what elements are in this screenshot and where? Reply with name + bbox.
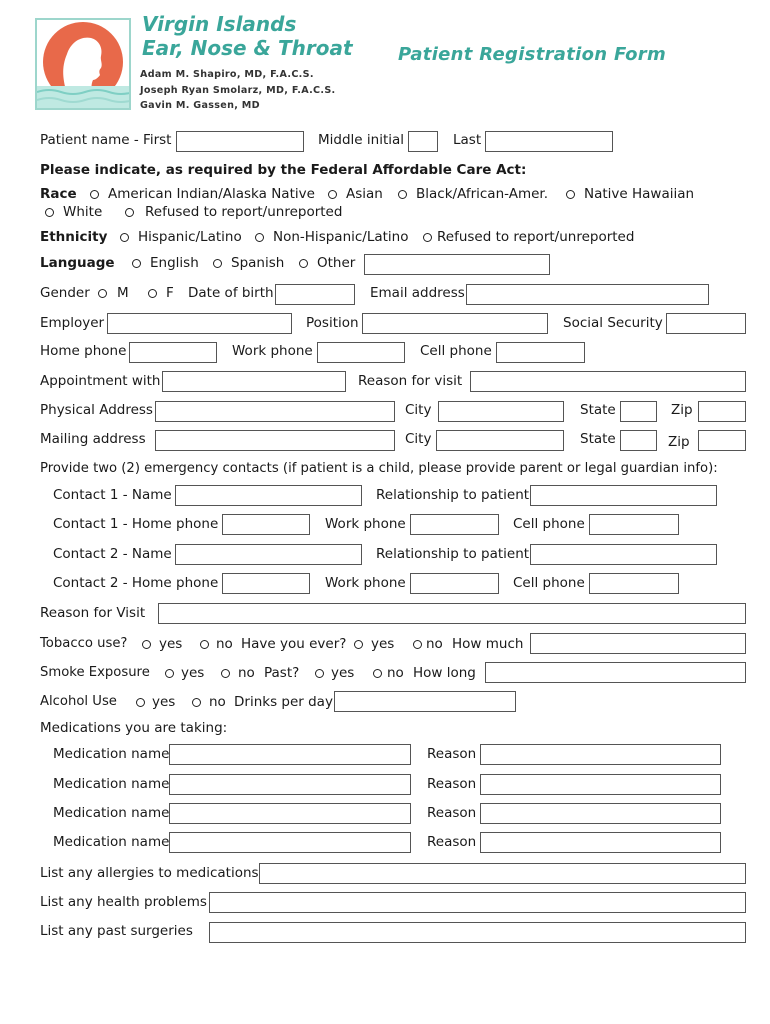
race-option-label: Asian	[346, 186, 383, 202]
race-label: Race	[40, 186, 77, 202]
medication-reason-field[interactable]	[480, 744, 721, 765]
contact2-cell-phone-field[interactable]	[589, 573, 679, 594]
contact1-name-label: Contact 1 - Name	[53, 487, 172, 503]
language-radio-spanish[interactable]	[213, 259, 222, 268]
practice-logo	[35, 18, 131, 110]
alcohol-no-label: no	[209, 694, 226, 710]
mailing-city-field[interactable]	[436, 430, 564, 451]
tobacco-ever-label: Have you ever?	[241, 636, 347, 652]
cell-phone-label: Cell phone	[420, 343, 492, 359]
contact1-home-phone-label: Contact 1 - Home phone	[53, 516, 219, 532]
mailing-address-label: Mailing address	[40, 431, 146, 447]
contact1-work-phone-label: Work phone	[325, 516, 406, 532]
language-radio-english[interactable]	[132, 259, 141, 268]
health-problems-label: List any health problems	[40, 894, 207, 910]
smoke-past-radio-no[interactable]	[373, 669, 382, 678]
contact2-relationship-label: Relationship to patient	[376, 546, 530, 562]
medication-name-field[interactable]	[169, 803, 411, 824]
last-name-label: Last	[453, 132, 482, 148]
contact2-work-phone-field[interactable]	[410, 573, 499, 594]
doctor-name: Adam M. Shapiro, MD, F.A.C.S.	[140, 69, 314, 80]
gender-radio-female[interactable]	[148, 289, 157, 298]
medication-reason-label: Reason	[427, 805, 477, 821]
mailing-city-label: City	[405, 431, 432, 447]
medication-name-label: Medication name	[53, 834, 170, 850]
home-phone-label: Home phone	[40, 343, 127, 359]
medication-name-label: Medication name	[53, 746, 170, 762]
contact1-cell-phone-field[interactable]	[589, 514, 679, 535]
physical-state-field[interactable]	[620, 401, 657, 422]
ethnicity-radio-refused[interactable]	[423, 233, 432, 242]
allergies-field[interactable]	[259, 863, 746, 884]
smoke-radio-yes[interactable]	[165, 669, 174, 678]
medication-name-field[interactable]	[169, 832, 411, 853]
physical-state-label: State	[580, 402, 616, 418]
position-label: Position	[306, 315, 359, 331]
contact2-work-phone-label: Work phone	[325, 575, 406, 591]
employer-field[interactable]	[107, 313, 292, 334]
language-option-label: Other	[317, 255, 356, 271]
physical-city-label: City	[405, 402, 432, 418]
smoke-yes-label: yes	[181, 665, 205, 681]
smoke-how-long-field[interactable]	[485, 662, 746, 683]
contact2-name-label: Contact 2 - Name	[53, 546, 172, 562]
ethnicity-option-label: Non-Hispanic/Latino	[273, 229, 409, 245]
alcohol-label: Alcohol Use	[40, 694, 117, 709]
cell-phone-field[interactable]	[496, 342, 585, 363]
contact2-home-phone-field[interactable]	[222, 573, 310, 594]
physical-address-label: Physical Address	[40, 402, 153, 418]
gender-male-label: M	[117, 285, 129, 301]
appointment-label: Appointment with	[40, 373, 161, 389]
doctor-list	[140, 67, 336, 114]
email-field[interactable]	[466, 284, 709, 305]
smoke-radio-no[interactable]	[221, 669, 230, 678]
alcohol-yes-label: yes	[152, 694, 176, 710]
smoke-no-label: no	[238, 665, 255, 681]
race-radio-american-indian[interactable]	[90, 190, 99, 199]
medication-reason-label: Reason	[427, 746, 477, 762]
tobacco-how-much-label: How much	[452, 636, 524, 652]
gender-label: Gender	[40, 285, 90, 301]
allergies-label: List any allergies to medications	[40, 865, 259, 881]
mailing-state-field[interactable]	[620, 430, 657, 451]
contact1-cell-phone-label: Cell phone	[513, 516, 585, 532]
work-phone-label: Work phone	[232, 343, 313, 359]
dob-field[interactable]	[275, 284, 355, 305]
tobacco-yes-label: yes	[159, 636, 183, 652]
visit-reason-label: Reason for Visit	[40, 605, 146, 621]
smoke-past-label: Past?	[264, 665, 300, 681]
medication-name-field[interactable]	[169, 774, 411, 795]
smoke-past-radio-yes[interactable]	[315, 669, 324, 678]
tobacco-radio-yes[interactable]	[142, 640, 151, 649]
tobacco-no-label: no	[216, 636, 233, 652]
medications-intro: Medications you are taking:	[40, 720, 228, 736]
race-option-label: Black/African-Amer.	[416, 186, 549, 202]
contact2-name-field[interactable]	[175, 544, 362, 565]
tobacco-ever-radio-yes[interactable]	[354, 640, 363, 649]
alcohol-radio-no[interactable]	[192, 698, 201, 707]
drinks-per-day-field[interactable]	[334, 691, 516, 712]
middle-initial-field[interactable]	[408, 131, 438, 152]
race-option-label: American Indian/Alaska Native	[108, 186, 315, 202]
contact1-name-field[interactable]	[175, 485, 362, 506]
medication-name-label: Medication name	[53, 805, 170, 821]
language-radio-other[interactable]	[299, 259, 308, 268]
email-label: Email address	[370, 285, 465, 301]
language-option-label: Spanish	[231, 255, 285, 271]
gender-female-label: F	[166, 285, 174, 301]
physical-zip-field[interactable]	[698, 401, 746, 422]
language-label: Language	[40, 255, 115, 271]
practice-name-line1: Virgin Islands	[142, 12, 297, 36]
contact2-home-phone-label: Contact 2 - Home phone	[53, 575, 219, 591]
medication-name-field[interactable]	[169, 744, 411, 765]
physical-zip-label: Zip	[671, 402, 693, 418]
practice-name-line2: Ear, Nose & Throat	[142, 36, 353, 60]
tobacco-ever-radio-no[interactable]	[413, 640, 422, 649]
race-option-label: White	[63, 204, 103, 220]
race-radio-refused[interactable]	[125, 208, 134, 217]
contact2-relationship-field[interactable]	[530, 544, 717, 565]
first-name-field[interactable]	[176, 131, 304, 152]
smoke-exposure-label: Smoke Exposure	[40, 665, 150, 680]
race-option-label: Native Hawaiian	[584, 186, 695, 202]
alcohol-radio-yes[interactable]	[136, 698, 145, 707]
language-other-field[interactable]	[364, 254, 550, 275]
home-phone-field[interactable]	[129, 342, 217, 363]
tobacco-how-much-field[interactable]	[530, 633, 746, 654]
tobacco-label: Tobacco use?	[40, 636, 128, 651]
form-title: Patient Registration Form	[398, 44, 667, 65]
ethnicity-radio-hispanic[interactable]	[120, 233, 129, 242]
tobacco-ever-yes-label: yes	[371, 636, 395, 652]
medication-reason-field[interactable]	[480, 803, 721, 824]
mailing-zip-field[interactable]	[698, 430, 746, 451]
ethnicity-option-label: Hispanic/Latino	[138, 229, 242, 245]
ethnicity-radio-non-hispanic[interactable]	[255, 233, 264, 242]
race-radio-black[interactable]	[398, 190, 407, 199]
doctor-name: Joseph Ryan Smolarz, MD, F.A.C.S.	[140, 84, 336, 96]
logo-graphic	[37, 20, 129, 108]
medication-reason-field[interactable]	[480, 774, 721, 795]
contact1-relationship-label: Relationship to patient	[376, 487, 530, 503]
smoke-how-long-label: How long	[413, 665, 476, 681]
emergency-contacts-intro: Provide two (2) emergency contacts (if patient is a child, please provide parent or legal guardian info):	[40, 461, 718, 476]
contact2-cell-phone-label: Cell phone	[513, 575, 585, 591]
appointment-field[interactable]	[162, 371, 346, 392]
race-radio-native-hawaiian[interactable]	[566, 190, 575, 199]
contact1-relationship-field[interactable]	[530, 485, 717, 506]
ssn-label: Social Security	[563, 315, 663, 331]
visit-reason-field[interactable]	[158, 603, 746, 624]
middle-initial-label: Middle initial	[318, 132, 405, 148]
drinks-per-day-label: Drinks per day	[234, 694, 333, 710]
employer-label: Employer	[40, 315, 105, 331]
medication-reason-field[interactable]	[480, 832, 721, 853]
mailing-zip-label: Zip	[668, 434, 690, 450]
first-name-label: Patient name - First	[40, 132, 172, 148]
medication-name-label: Medication name	[53, 776, 170, 792]
last-name-field[interactable]	[485, 131, 613, 152]
smoke-past-no-label: no	[387, 665, 404, 681]
mailing-address-field[interactable]	[155, 430, 395, 451]
race-radio-white[interactable]	[45, 208, 54, 217]
tobacco-ever-no-label: no	[426, 636, 443, 652]
contact1-work-phone-field[interactable]	[410, 514, 499, 535]
reason-for-visit-field[interactable]	[470, 371, 746, 392]
ethnicity-label: Ethnicity	[40, 229, 108, 245]
ssn-field[interactable]	[666, 313, 746, 334]
language-option-label: English	[150, 255, 199, 271]
race-option-label: Refused to report/unreported	[145, 204, 343, 220]
tobacco-radio-no[interactable]	[200, 640, 209, 649]
past-surgeries-label: List any past surgeries	[40, 923, 193, 939]
health-problems-field[interactable]	[209, 892, 746, 913]
contact1-home-phone-field[interactable]	[222, 514, 310, 535]
aca-notice: Please indicate, as required by the Federal Affordable Care Act:	[40, 162, 527, 178]
medication-reason-label: Reason	[427, 776, 477, 792]
past-surgeries-field[interactable]	[209, 922, 746, 943]
mailing-state-label: State	[580, 431, 616, 447]
ethnicity-option-label: Refused to report/unreported	[437, 229, 635, 245]
race-radio-asian[interactable]	[328, 190, 337, 199]
gender-radio-male[interactable]	[98, 289, 107, 298]
reason-for-visit-label: Reason for visit	[358, 373, 463, 389]
medication-reason-label: Reason	[427, 834, 477, 850]
work-phone-field[interactable]	[317, 342, 405, 363]
physical-city-field[interactable]	[438, 401, 564, 422]
position-field[interactable]	[362, 313, 548, 334]
dob-label: Date of birth	[188, 285, 274, 301]
physical-address-field[interactable]	[155, 401, 395, 422]
doctor-name: Gavin M. Gassen, MD	[140, 100, 260, 111]
smoke-past-yes-label: yes	[331, 665, 355, 681]
